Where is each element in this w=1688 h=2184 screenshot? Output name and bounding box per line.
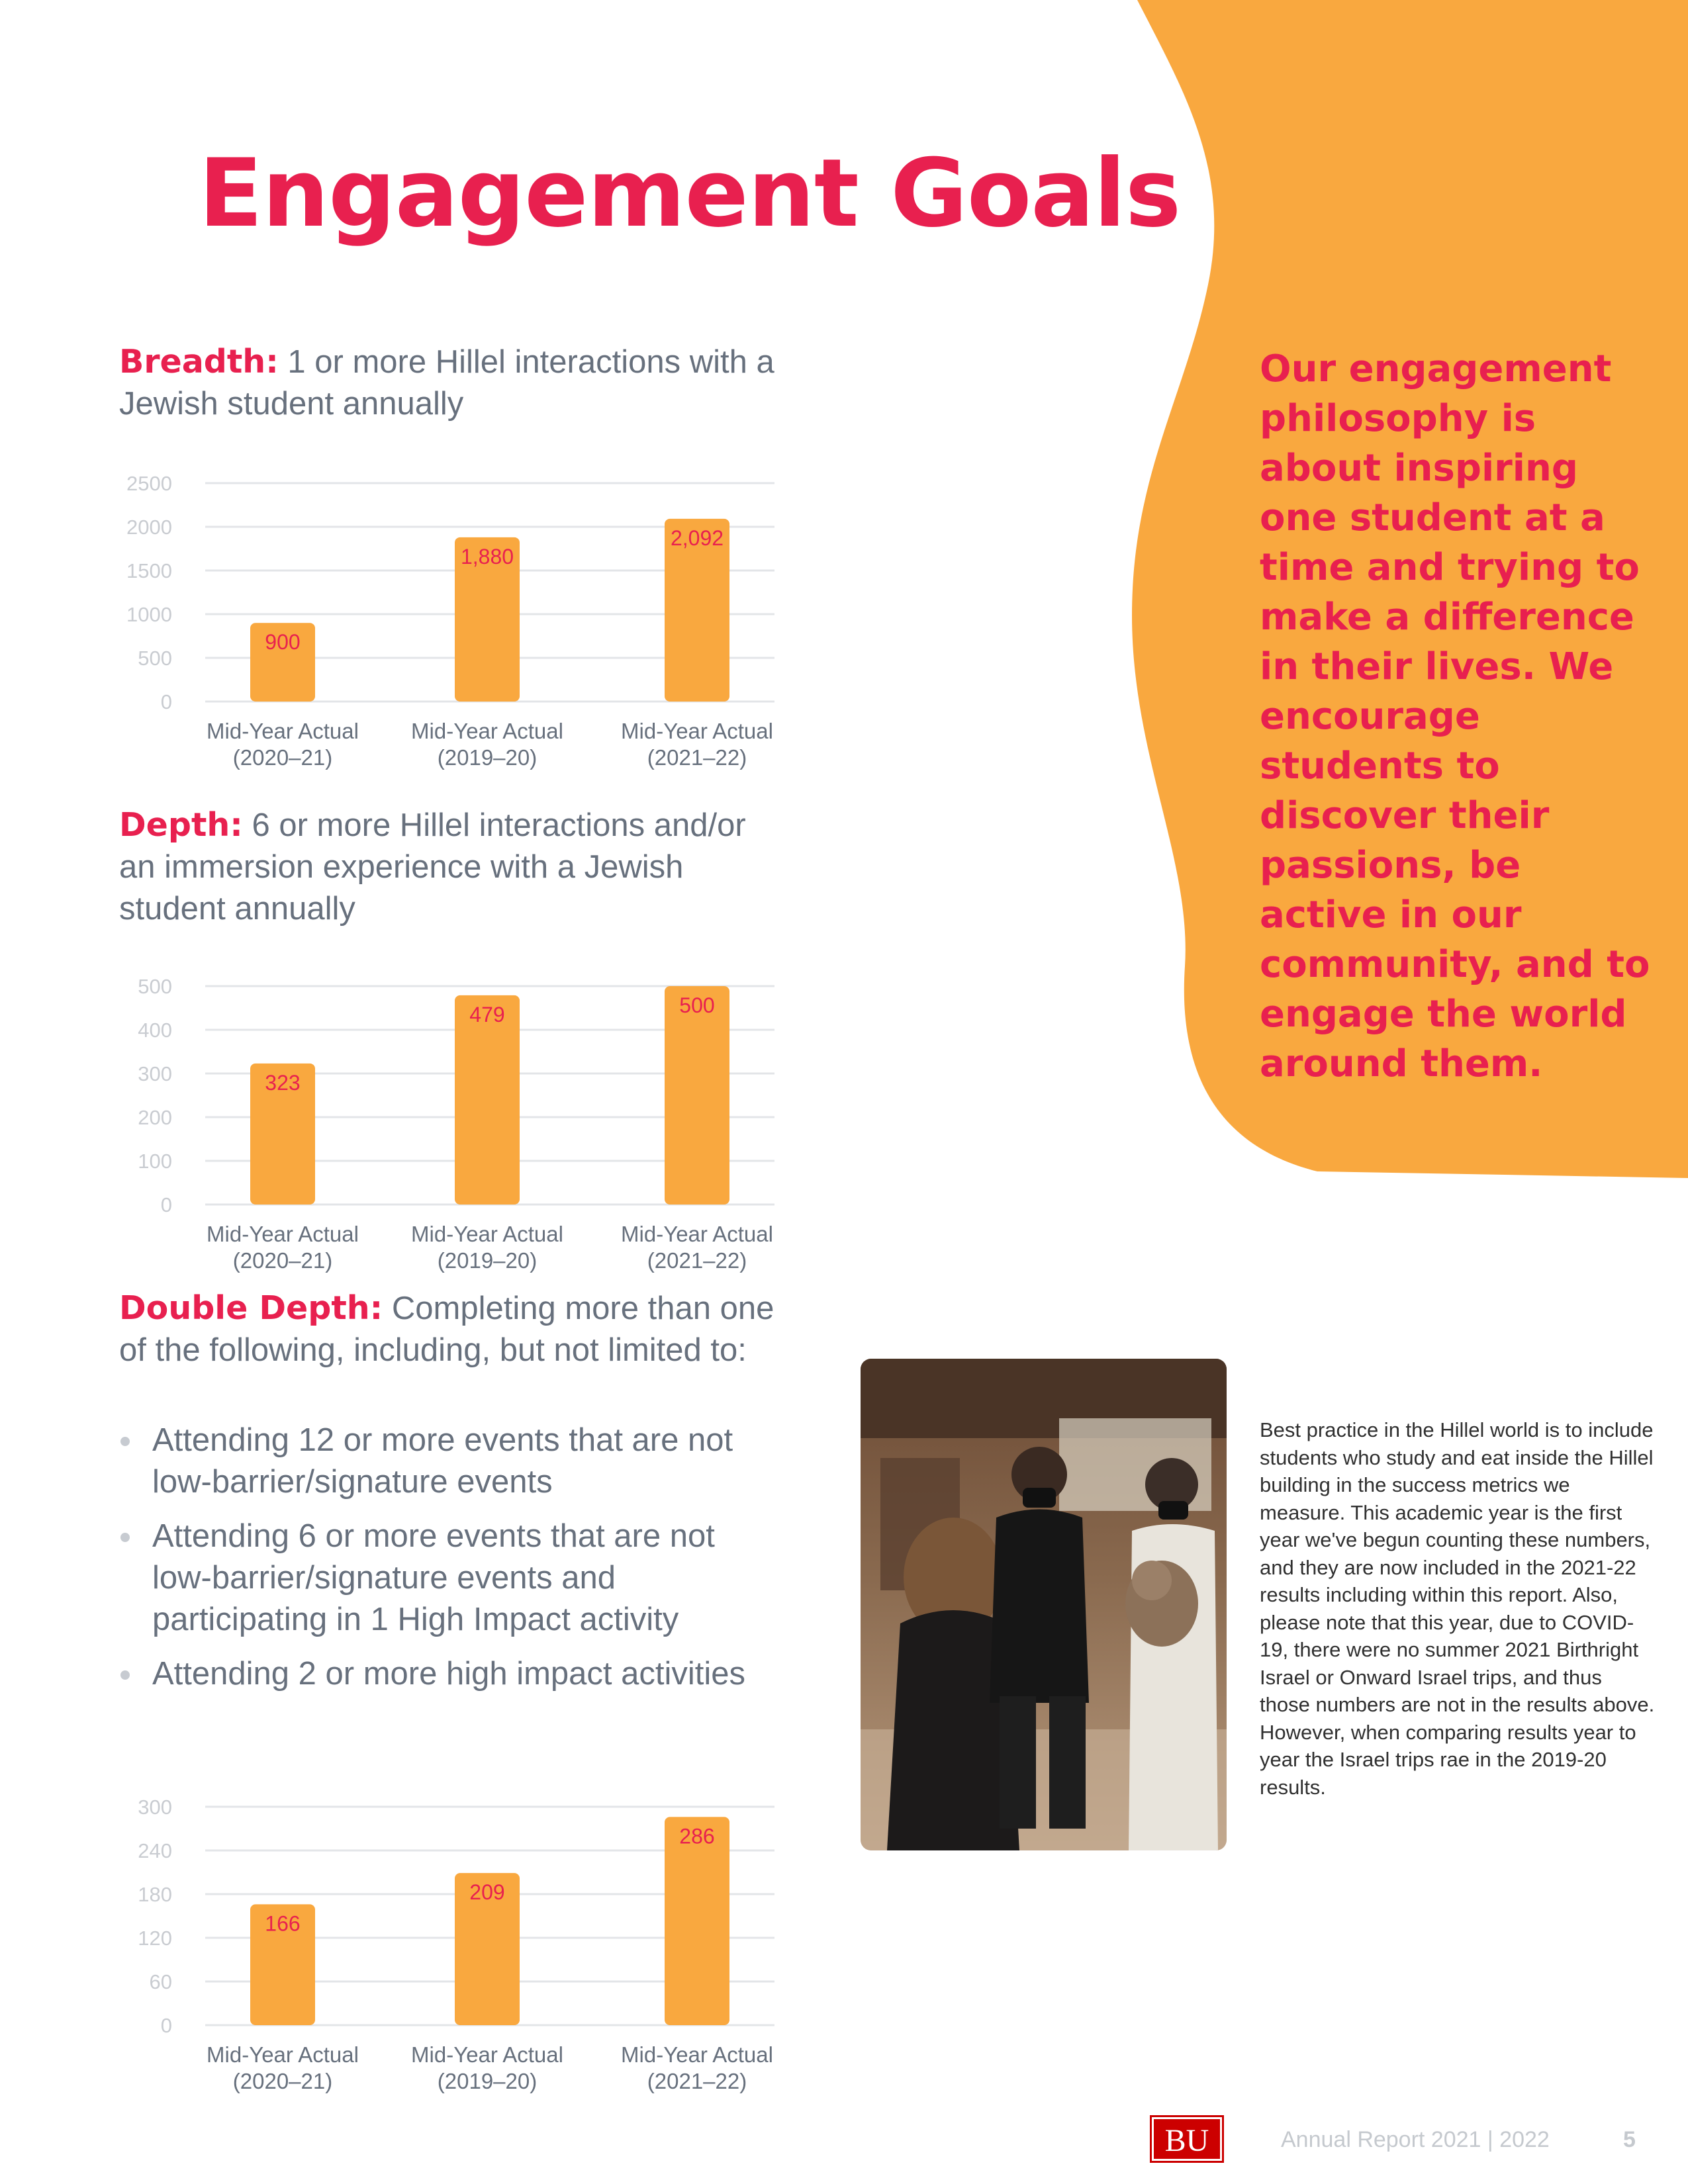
y-tick-label: 2500 <box>126 472 172 495</box>
depth-description <box>119 804 781 930</box>
data-label: 166 <box>265 1911 301 1936</box>
x-tick-label: (2021–22) <box>647 1248 747 1273</box>
engagement-philosophy-quote: Our engagement philosophy is about inspiring one student at a time and trying to make a difference in their lives. We encourage students to discover their passions, be active in our community, and to engage the world around them. <box>1260 347 1650 1085</box>
x-tick-label: (2019–20) <box>437 2069 538 2093</box>
y-tick-label: 400 <box>138 1019 172 1042</box>
data-label: 500 <box>679 993 715 1017</box>
page-number: 5 <box>1623 2127 1636 2152</box>
list-item: Attending 6 or more events that are not low-barrier/signature events and participating in 1 High Impact activity <box>119 1516 768 1641</box>
breadth-chart <box>119 457 788 807</box>
y-tick-label: 0 <box>160 690 172 713</box>
y-tick-label: 0 <box>160 2014 172 2037</box>
double-depth-criteria-list <box>119 1420 768 1707</box>
data-label: 1,880 <box>460 544 514 569</box>
y-tick-label: 300 <box>138 1062 172 1085</box>
y-tick-label: 60 <box>149 1970 172 1993</box>
depth-label: Depth: <box>119 806 243 844</box>
double-depth-description <box>119 1287 781 1371</box>
breadth-description <box>119 341 781 425</box>
x-tick-label: Mid-Year Actual <box>411 719 563 743</box>
y-tick-label: 300 <box>138 1796 172 1819</box>
chart-canvas <box>119 457 788 807</box>
breadth-label: Breadth: <box>119 343 279 381</box>
bullet-icon <box>120 1437 130 1446</box>
list-item: Attending 12 or more events that are not low-barrier/signature events <box>119 1420 768 1503</box>
data-label: 209 <box>469 1880 505 1905</box>
y-tick-label: 1500 <box>126 559 172 582</box>
y-tick-label: 500 <box>138 975 172 998</box>
students-photo <box>861 1359 1227 1850</box>
x-tick-label: Mid-Year Actual <box>207 1222 359 1246</box>
y-tick-label: 0 <box>160 1193 172 1216</box>
footer-report-title: Annual Report 2021 | 2022 <box>1281 2127 1550 2152</box>
y-tick-label: 1000 <box>126 603 172 626</box>
y-tick-label: 100 <box>138 1150 172 1173</box>
double-depth-label: Double Depth: <box>119 1289 383 1327</box>
x-tick-label: (2021–22) <box>647 745 747 770</box>
breadth-text: 1 or more Hillel interactions with a Jewish student annually <box>119 344 774 422</box>
chart-canvas <box>119 1780 788 2131</box>
data-label: 286 <box>679 1824 715 1848</box>
data-label: 323 <box>265 1070 301 1095</box>
x-tick-label: (2019–20) <box>437 1248 538 1273</box>
bar <box>665 1817 729 2025</box>
data-label: 900 <box>265 630 301 655</box>
double-depth-text: Completing more than one of the following, including, but not limited to: <box>119 1291 774 1368</box>
data-label: 2,092 <box>670 525 724 550</box>
x-tick-label: (2019–20) <box>437 745 538 770</box>
x-tick-label: Mid-Year Actual <box>411 1222 563 1246</box>
double-depth-chart <box>119 1780 788 2131</box>
y-tick-label: 500 <box>138 647 172 670</box>
bar <box>455 995 520 1205</box>
x-tick-label: Mid-Year Actual <box>621 1222 773 1246</box>
x-tick-label: Mid-Year Actual <box>411 2042 563 2067</box>
y-tick-label: 240 <box>138 1839 172 1862</box>
chart-canvas <box>119 960 788 1310</box>
x-tick-label: (2021–22) <box>647 2069 747 2093</box>
bullet-icon <box>120 1670 130 1680</box>
data-label: 479 <box>469 1002 505 1026</box>
x-tick-label: (2020–21) <box>232 2069 333 2093</box>
y-tick-label: 2000 <box>126 516 172 539</box>
x-tick-label: Mid-Year Actual <box>207 719 359 743</box>
depth-chart <box>119 960 788 1310</box>
depth-text: 6 or more Hillel interactions and/or an immersion experience with a Jewish student annually <box>119 807 746 927</box>
list-item: Attending 2 or more high impact activities <box>119 1653 768 1695</box>
y-tick-label: 200 <box>138 1106 172 1129</box>
x-tick-label: Mid-Year Actual <box>621 719 773 743</box>
y-tick-label: 120 <box>138 1927 172 1950</box>
x-tick-label: (2020–21) <box>232 745 333 770</box>
y-tick-label: 180 <box>138 1883 172 1906</box>
page-title: Engagement Goals <box>199 139 1181 248</box>
x-tick-label: Mid-Year Actual <box>621 2042 773 2067</box>
x-tick-label: (2020–21) <box>232 1248 333 1273</box>
methodology-note: Best practice in the Hillel world is to include students who study and eat inside the Hillel building in the success metrics we measure. This academic year is the first year we've begun counting these numbers, and they are now included in the 2021-22 results including within this report. Also, please note that this year, due to COVID-19, there were no summer 2021 Birthright Israel or Onward Israel trips, and thus those numbers are not in the results above. However, when comparing results year to year the Israel trips rae in the 2019-20 results. <box>1260 1418 1655 1799</box>
x-tick-label: Mid-Year Actual <box>207 2042 359 2067</box>
bu-logo: BU <box>1150 2115 1224 2163</box>
bar <box>665 986 729 1205</box>
bullet-icon <box>120 1533 130 1542</box>
